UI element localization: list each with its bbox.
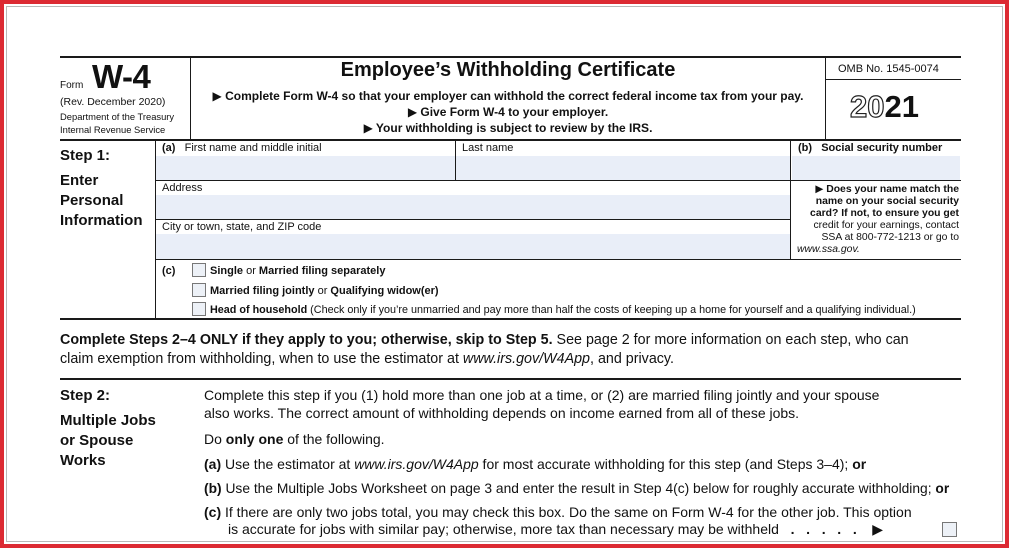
- single-checkbox[interactable]: [192, 263, 206, 277]
- head-of-household-label: [210, 304, 916, 316]
- head-of-household-note: (Check only if you’re unmarried and pay more than half the costs of keeping up a home for yourself and a qualifying individual.): [307, 304, 916, 316]
- omb-rule: [826, 79, 961, 80]
- ssn-label-text: Social security number: [821, 142, 943, 154]
- married-jointly-label: [210, 285, 439, 297]
- option-b-line: [204, 481, 949, 496]
- city-state-zip-input[interactable]: [156, 234, 790, 259]
- estimator-link[interactable]: www.irs.gov/W4App: [462, 351, 591, 367]
- married-separately-label: Married filing separately: [258, 265, 386, 277]
- step2-title-line-1: Multiple Jobs: [60, 412, 156, 429]
- first-name-letter: (a): [162, 142, 176, 154]
- married-jointly-label-bold: Married filing jointly: [210, 285, 315, 297]
- ssn-input[interactable]: [792, 156, 960, 180]
- option-a-letter: (a): [204, 456, 222, 472]
- ssn-letter: (b): [798, 142, 813, 154]
- step1-title-line-3: Information: [60, 212, 143, 229]
- do-only-one-pre: Do: [204, 431, 226, 447]
- name-divider: [455, 140, 456, 180]
- revision-date: (Rev. December 2020): [60, 96, 166, 108]
- option-c-arrow: ▶: [872, 521, 884, 537]
- address-input[interactable]: [156, 195, 790, 219]
- form-label: Form: [60, 80, 84, 91]
- ssn-note-line-3: card? If not, to ensure you get: [810, 208, 959, 219]
- ssn-label: [798, 142, 942, 154]
- option-a-or: or: [852, 456, 867, 472]
- step2-intro-line-2: also works. The correct amount of withholding depends on income earned from all of these jobs.: [204, 405, 800, 421]
- option-a-estimator-link[interactable]: www.irs.gov/W4App: [354, 456, 479, 472]
- step2-top-rule: [60, 378, 961, 380]
- head-of-household-label-bold: Head of household: [210, 304, 308, 316]
- option-c-line1-text: If there are only two jobs total, you may check this box. Do the same on Form W-4 for the other job. This option: [225, 504, 912, 520]
- option-b-letter: (b): [204, 481, 222, 496]
- qualifying-widow-label: Qualifying widow(er): [330, 285, 439, 297]
- step1-label: Step 1:: [60, 147, 111, 164]
- married-jointly-checkbox[interactable]: [192, 283, 206, 297]
- city-state-zip-label: City or town, state, and ZIP code: [162, 221, 322, 233]
- option-b-text: Use the Multiple Jobs Worksheet on page 3 and enter the result in Step 4(c) below for roughly accurate withholding;: [225, 481, 936, 496]
- option-a-pre: Use the estimator at: [225, 456, 355, 472]
- step2-label: Step 2:: [60, 387, 111, 404]
- option-c-line-2: [228, 521, 883, 538]
- ssn-divider: [790, 140, 791, 260]
- filing-status-letter: (c): [162, 265, 176, 277]
- option-b-or: or: [935, 481, 950, 496]
- single-label-or: or: [243, 265, 259, 277]
- address-bottom-rule: [156, 219, 790, 220]
- first-name-input[interactable]: [156, 156, 455, 180]
- option-c-line-1: [204, 504, 912, 520]
- ssn-note: [794, 184, 959, 256]
- option-a-post: for most accurate withholding for this step (and Steps 3–4);: [478, 456, 853, 472]
- form-number: W-4: [92, 58, 151, 95]
- ssn-note-line-2: name on your social security: [815, 196, 959, 207]
- step1-bottom-rule: [60, 318, 961, 320]
- steps-notice-line2-pre: claim exemption from withholding, when to use the estimator at: [60, 351, 463, 367]
- header-divider-right: [825, 57, 826, 139]
- head-of-household-checkbox[interactable]: [192, 302, 206, 316]
- last-name-input[interactable]: [456, 156, 790, 180]
- ssn-note-line-1: ▶ Does your name match the: [815, 184, 959, 195]
- option-c-dots: . . . . .: [790, 521, 857, 537]
- instruction-line-2: ▶ Give Form W-4 to your employer.: [407, 105, 609, 119]
- steps-notice-line2-post: , and privacy.: [590, 351, 674, 367]
- service-name: Internal Revenue Service: [60, 124, 166, 135]
- first-name-label: [162, 142, 322, 154]
- form-title: Employee’s Withholding Certificate: [340, 59, 676, 81]
- ssn-note-line-5: SSA at 800-772-1213 or go to: [821, 232, 959, 243]
- single-label-bold: Single: [210, 265, 244, 277]
- tax-year-prefix: 20: [850, 89, 885, 124]
- step1-title-line-1: Enter: [60, 172, 99, 189]
- step1-title-line-2: Personal: [60, 192, 124, 209]
- option-c-line2-text: is accurate for jobs with similar pay; otherwise, more tax than necessary may be withheld: [228, 521, 779, 537]
- do-only-one-post: of the following.: [283, 431, 385, 447]
- row-a-bottom-rule: [156, 180, 961, 181]
- first-name-label-text: First name and middle initial: [184, 142, 322, 154]
- instruction-line-3: ▶ Your withholding is subject to review by the IRS.: [363, 121, 653, 135]
- do-only-one-line: [204, 431, 385, 447]
- omb-number: OMB No. 1545-0074: [838, 63, 939, 75]
- two-jobs-checkbox[interactable]: [942, 522, 957, 537]
- do-only-one-bold: only one: [225, 431, 284, 447]
- option-c-letter: (c): [204, 504, 222, 520]
- step2-title-line-3: Works: [60, 452, 106, 469]
- step2-title-line-2: or Spouse: [60, 432, 134, 449]
- instruction-line-1: ▶ Complete Form W-4 so that your employer can withhold the correct federal income tax from your pay.: [212, 89, 804, 103]
- steps-notice-bold: Complete Steps 2–4 ONLY if they apply to you; otherwise, skip to Step 5.: [60, 332, 553, 348]
- steps-notice-line-1: [60, 331, 909, 351]
- steps-notice-line-2: [60, 350, 674, 370]
- ssn-note-line-4: credit for your earnings, contact: [813, 220, 959, 231]
- steps-notice-rest: See page 2 for more information on each step, who can: [552, 332, 909, 348]
- step2-intro-line-1: Complete this step if you (1) hold more than one job at a time, or (2) are married filing jointly and your spouse: [204, 387, 880, 403]
- single-label: [210, 265, 385, 277]
- city-bottom-rule: [156, 259, 961, 260]
- header-bottom-rule: [60, 139, 961, 141]
- last-name-label: Last name: [462, 142, 514, 154]
- option-a-line: [204, 456, 866, 472]
- married-jointly-label-or: or: [314, 285, 331, 297]
- department-name: Department of the Treasury: [60, 111, 175, 122]
- ssa-website-link[interactable]: www.ssa.gov.: [797, 244, 860, 255]
- address-label: Address: [162, 182, 203, 194]
- tax-year-suffix: 21: [884, 89, 919, 124]
- tax-year: [850, 89, 919, 125]
